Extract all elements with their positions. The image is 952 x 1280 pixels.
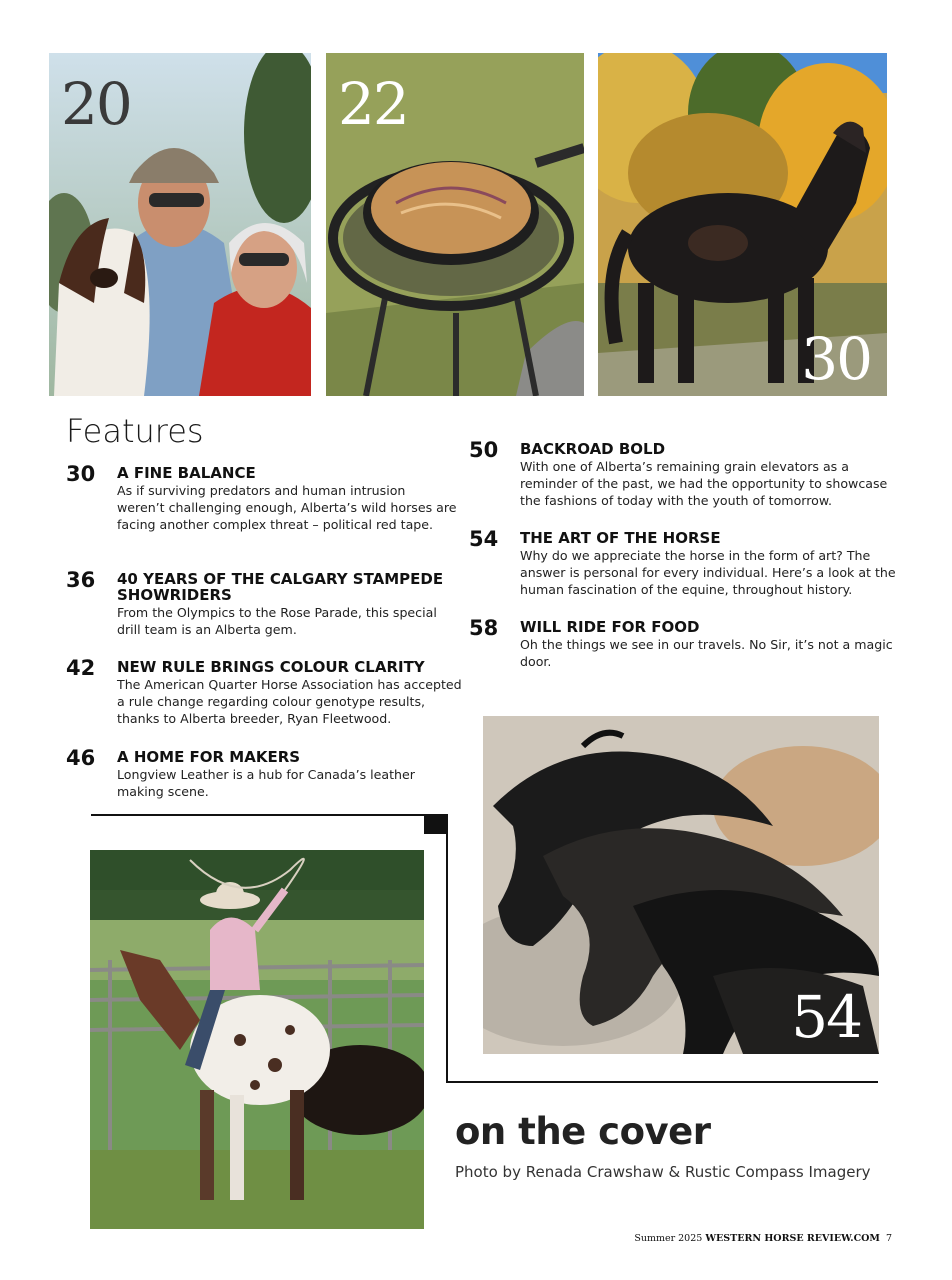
feature-title: BACKROAD BOLD <box>520 440 666 458</box>
features-heading: Features <box>66 412 204 450</box>
photo-couple-with-dog <box>49 53 311 396</box>
divider-top <box>91 814 448 816</box>
feature-number: 42 <box>66 656 96 680</box>
divider-vertical <box>446 814 448 1083</box>
feature-description: The American Quarter Horse Association has accepted a rule change regarding colour genotype results, thanks to Alberta breeder, Ryan Fleetwood. <box>117 677 462 726</box>
feature-description: With one of Alberta’s remaining grain elevators as a reminder of the past, we had the opportunity to showcase the fashions of today with the youth of tomorrow. <box>520 459 888 508</box>
feature-description: Why do we appreciate the horse in the form of art? The answer is personal for every individual. Here’s a look at the human fascination of the equine, throughout history. <box>520 548 896 597</box>
photo-cave-painting <box>483 716 879 1054</box>
feature-description: As if surviving predators and human intrusion weren’t challenging enough, Alberta’s wild horses are facing another complex threat – political red tape. <box>117 483 457 532</box>
feature-number: 36 <box>66 568 96 592</box>
feature-title: 40 YEARS OF THE CALGARY STAMPEDE SHOWRIDERS <box>117 570 444 604</box>
photo-wild-horse <box>598 53 887 396</box>
feature-title: A FINE BALANCE <box>117 464 256 482</box>
feature-number: 50 <box>469 438 499 462</box>
page-number-30: 30 <box>801 325 871 393</box>
feature-description: Oh the things we see in our travels. No Sir, it’s not a magic door. <box>520 637 893 669</box>
feature-title: NEW RULE BRINGS COLOUR CLARITY <box>117 658 425 676</box>
feature-number: 30 <box>66 462 96 486</box>
feature-description: From the Olympics to the Rose Parade, this special drill team is an Alberta gem. <box>117 605 437 637</box>
feature-number: 46 <box>66 746 96 770</box>
feature-title: WILL RIDE FOR FOOD <box>520 618 700 636</box>
photo-cover-illustration <box>90 850 424 1229</box>
footer-magazine[interactable]: WESTERN HORSE REVIEW.COM <box>705 1233 880 1244</box>
feature-title: THE ART OF THE HORSE <box>520 529 721 547</box>
cover-photo-credit: Photo by Renada Crawshaw & Rustic Compass Imagery <box>455 1163 871 1181</box>
feature-number: 58 <box>469 616 499 640</box>
page-number-20: 20 <box>61 70 131 138</box>
photo-pie-on-grill <box>326 53 584 396</box>
footer-page-number: 7 <box>885 1233 892 1244</box>
cover-heading: on the cover <box>455 1110 711 1153</box>
feature-description: Longview Leather is a hub for Canada’s leather making scene. <box>117 767 415 799</box>
page-number-54: 54 <box>791 983 861 1051</box>
photo-cover-cowgirl <box>90 850 424 1229</box>
page-number-22: 22 <box>338 70 408 138</box>
page-footer <box>634 1233 892 1244</box>
feature-title: A HOME FOR MAKERS <box>117 748 301 766</box>
feature-number: 54 <box>469 527 499 551</box>
footer-issue: Summer 2025 <box>634 1233 703 1244</box>
divider-square <box>424 814 447 834</box>
divider-bottom <box>446 1081 878 1083</box>
